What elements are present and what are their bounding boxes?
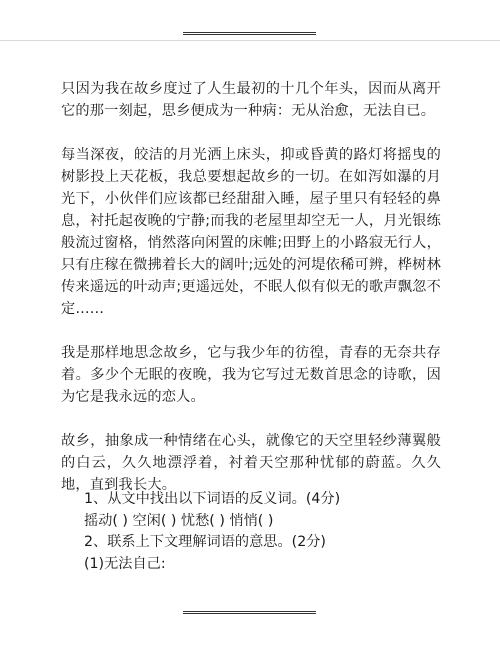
header-rule (183, 32, 316, 35)
header-divider (0, 40, 500, 41)
footer-rule (183, 611, 316, 614)
paragraph-3: 我是那样地思念故乡，它与我少年的彷徨，青春的无奈共存着。多少个无眠的夜晚，我为它写过无数首思念的诗歌，因为它是我永远的恋人。 (61, 345, 441, 405)
paragraph-1: 只因为我在故乡度过了人生最初的十几个年头，因而从离开它的那一刻起，思乡便成为一种病：无从治愈，无法自已。 (61, 81, 441, 119)
question-1-title: 1、从文中找出以下词语的反义词。(4分) (84, 491, 341, 507)
question-section (61, 489, 441, 575)
paragraph-2: 每当深夜，皎洁的月光洒上床头，抑或昏黄的路灯将摇曳的树影投上天花板，我总要想起故乡的一切。在如泻如瀑的月光下，小伙伴们应该都已经甜甜入睡，屋子里只有轻轻的鼻息，衬托起夜晚的宁静;而我的老屋里却空无一人，月光银练般流过窗格，悄然落向闲置的床帷;田野上的小路寂无行人，只有庄稼在微拂着长大的阔叶;远处的河堤依稀可辨，桦树林传来遥远的叶动声;更遥远处，不眠人似有似无的歌声飘忽不定…… (61, 147, 441, 317)
question-1-items: 摇动( ) 空闲( ) 忧愁( ) 悄悄( ) (84, 512, 274, 529)
question-2-title: 2、联系上下文理解词语的意思。(2分) (84, 534, 326, 550)
question-2-subitem: (1)无法自己: (84, 555, 166, 572)
paragraph-4: 故乡，抽象成一种情绪在心头，就像它的天空里轻纱薄翼般的白云，久久地漂浮着，衬着天空那种忧郁的蔚蓝。久久地，直到我长大。 (61, 433, 441, 493)
essay-body (61, 78, 441, 518)
